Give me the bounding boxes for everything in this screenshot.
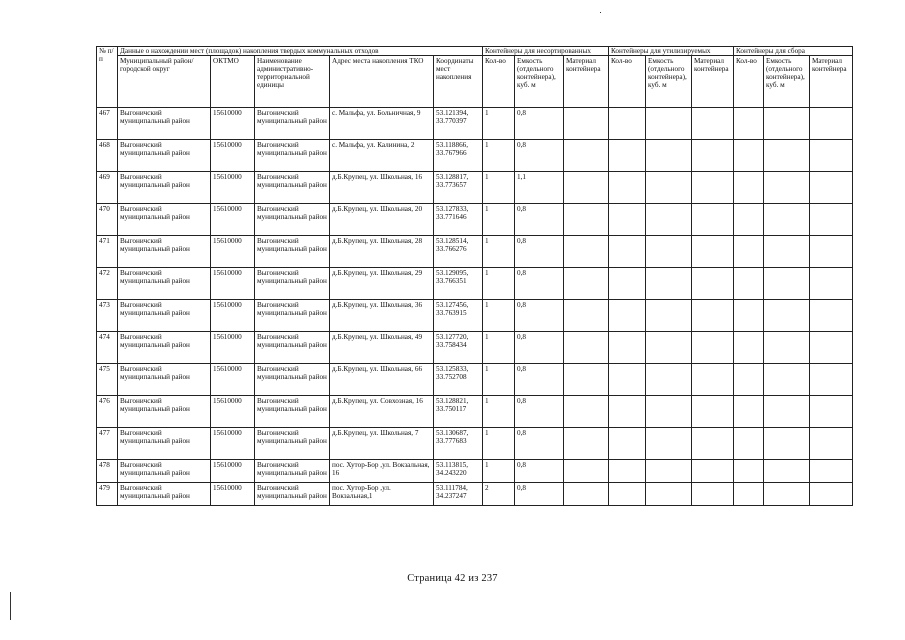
table-row xyxy=(97,172,853,204)
row-oktmo: 15610000 xyxy=(211,483,255,506)
table-header xyxy=(97,47,853,108)
row-district: Выгоничский муниципальный район xyxy=(118,268,211,300)
header-oktmo: ОКТМО xyxy=(211,56,255,108)
row-admin-unit: Выгоничский муниципальный район xyxy=(255,332,330,364)
row-address: с. Мальфа, ул. Больничная, 9 xyxy=(330,108,434,140)
row-collection-count xyxy=(734,204,764,236)
row-admin-unit: Выгоничский муниципальный район xyxy=(255,428,330,460)
row-unsorted-material xyxy=(564,396,609,428)
row-coords: 53.121394, 33.770397 xyxy=(434,108,483,140)
row-collection-count xyxy=(734,108,764,140)
row-address: пос. Хутор-Бор ,ул. Вокзальная, 16 xyxy=(330,460,434,483)
row-unsorted-count: 1 xyxy=(483,268,515,300)
row-unsorted-material xyxy=(564,332,609,364)
header-collection-count: Кол-во xyxy=(734,56,764,108)
row-recycled-material xyxy=(692,236,734,268)
row-num: 471 xyxy=(97,236,118,268)
row-oktmo: 15610000 xyxy=(211,108,255,140)
row-collection-count xyxy=(734,396,764,428)
row-collection-material xyxy=(810,483,853,506)
table-row xyxy=(97,332,853,364)
row-recycled-count xyxy=(609,332,646,364)
row-oktmo: 15610000 xyxy=(211,396,255,428)
table-row xyxy=(97,300,853,332)
row-unsorted-material xyxy=(564,364,609,396)
row-coords: 53.128514, 33.766276 xyxy=(434,236,483,268)
row-num: 474 xyxy=(97,332,118,364)
row-address: д.Б.Крупец, ул. Школьная, 20 xyxy=(330,204,434,236)
header-coords: Координаты мест накопления xyxy=(434,56,483,108)
header-admin-unit: Наименование административно-территориальной единицы xyxy=(255,56,330,108)
row-collection-material xyxy=(810,332,853,364)
row-recycled-capacity xyxy=(646,364,692,396)
row-oktmo: 15610000 xyxy=(211,364,255,396)
row-unsorted-capacity: 0,8 xyxy=(515,140,564,172)
row-collection-count xyxy=(734,140,764,172)
row-collection-capacity xyxy=(764,483,810,506)
row-oktmo: 15610000 xyxy=(211,268,255,300)
row-coords: 53.111784, 34.237247 xyxy=(434,483,483,506)
row-address: д.Б.Крупец, ул. Совхозная, 16 xyxy=(330,396,434,428)
margin-mark xyxy=(10,592,11,620)
row-collection-capacity xyxy=(764,396,810,428)
row-district: Выгоничский муниципальный район xyxy=(118,332,211,364)
row-recycled-count xyxy=(609,140,646,172)
row-collection-capacity xyxy=(764,108,810,140)
row-unsorted-material xyxy=(564,460,609,483)
row-unsorted-material xyxy=(564,268,609,300)
header-unsorted-material: Материал контейнера xyxy=(564,56,609,108)
row-district: Выгоничский муниципальный район xyxy=(118,364,211,396)
row-coords: 53.118866, 33.767966 xyxy=(434,140,483,172)
row-address: пос. Хутор-Бор ,ул. Вокзальная,1 xyxy=(330,483,434,506)
row-num: 477 xyxy=(97,428,118,460)
row-collection-material xyxy=(810,268,853,300)
row-recycled-count xyxy=(609,300,646,332)
row-num: 468 xyxy=(97,140,118,172)
row-admin-unit: Выгоничский муниципальный район xyxy=(255,396,330,428)
table-row xyxy=(97,396,853,428)
row-recycled-capacity xyxy=(646,300,692,332)
row-collection-count xyxy=(734,364,764,396)
row-collection-material xyxy=(810,428,853,460)
row-unsorted-count: 1 xyxy=(483,300,515,332)
row-unsorted-capacity: 0,8 xyxy=(515,268,564,300)
row-district: Выгоничский муниципальный район xyxy=(118,483,211,506)
row-admin-unit: Выгоничский муниципальный район xyxy=(255,364,330,396)
row-admin-unit: Выгоничский муниципальный район xyxy=(255,483,330,506)
row-coords: 53.128821, 33.750117 xyxy=(434,396,483,428)
row-recycled-count xyxy=(609,396,646,428)
row-collection-capacity xyxy=(764,300,810,332)
row-recycled-material xyxy=(692,172,734,204)
row-collection-count xyxy=(734,460,764,483)
table-body xyxy=(97,108,853,506)
row-num: 473 xyxy=(97,300,118,332)
row-district: Выгоничский муниципальный район xyxy=(118,428,211,460)
row-unsorted-material xyxy=(564,140,609,172)
row-unsorted-count: 1 xyxy=(483,364,515,396)
row-collection-count xyxy=(734,483,764,506)
row-address: д.Б.Крупец, ул. Школьная, 36 xyxy=(330,300,434,332)
header-district: Муниципальный район/городской округ xyxy=(118,56,211,108)
row-num: 475 xyxy=(97,364,118,396)
row-recycled-count xyxy=(609,108,646,140)
row-unsorted-material xyxy=(564,204,609,236)
row-num: 470 xyxy=(97,204,118,236)
row-unsorted-material xyxy=(564,172,609,204)
row-recycled-capacity xyxy=(646,483,692,506)
row-unsorted-material xyxy=(564,483,609,506)
row-district: Выгоничский муниципальный район xyxy=(118,236,211,268)
row-unsorted-count: 1 xyxy=(483,108,515,140)
table-row xyxy=(97,204,853,236)
row-oktmo: 15610000 xyxy=(211,172,255,204)
row-address: с. Мальфа, ул. Калинина, 2 xyxy=(330,140,434,172)
row-coords: 53.129095, 33.766351 xyxy=(434,268,483,300)
row-admin-unit: Выгоничский муниципальный район xyxy=(255,204,330,236)
row-recycled-capacity xyxy=(646,460,692,483)
row-address: д.Б.Крупец, ул. Школьная, 49 xyxy=(330,332,434,364)
row-coords: 53.125833, 33.752708 xyxy=(434,364,483,396)
row-oktmo: 15610000 xyxy=(211,204,255,236)
row-admin-unit: Выгоничский муниципальный район xyxy=(255,172,330,204)
row-recycled-capacity xyxy=(646,140,692,172)
row-collection-material xyxy=(810,460,853,483)
row-unsorted-count: 1 xyxy=(483,396,515,428)
row-unsorted-capacity: 0,8 xyxy=(515,108,564,140)
row-admin-unit: Выгоничский муниципальный район xyxy=(255,460,330,483)
row-unsorted-capacity: 0,8 xyxy=(515,204,564,236)
row-collection-material xyxy=(810,396,853,428)
row-address: д.Б.Крупец, ул. Школьная, 29 xyxy=(330,268,434,300)
row-recycled-count xyxy=(609,364,646,396)
row-recycled-material xyxy=(692,483,734,506)
row-recycled-material xyxy=(692,300,734,332)
row-admin-unit: Выгоничский муниципальный район xyxy=(255,300,330,332)
row-unsorted-material xyxy=(564,236,609,268)
row-oktmo: 15610000 xyxy=(211,460,255,483)
row-collection-material xyxy=(810,236,853,268)
row-collection-capacity xyxy=(764,364,810,396)
header-unsorted-count: Кол-во xyxy=(483,56,515,108)
row-unsorted-count: 1 xyxy=(483,204,515,236)
row-recycled-count xyxy=(609,236,646,268)
row-admin-unit: Выгоничский муниципальный район xyxy=(255,268,330,300)
row-collection-count xyxy=(734,332,764,364)
row-unsorted-capacity: 0,8 xyxy=(515,332,564,364)
row-num: 467 xyxy=(97,108,118,140)
row-address: д.Б.Крупец, ул. Школьная, 16 xyxy=(330,172,434,204)
row-address: д.Б.Крупец, ул. Школьная, 7 xyxy=(330,428,434,460)
row-recycled-count xyxy=(609,483,646,506)
row-unsorted-capacity: 1,1 xyxy=(515,172,564,204)
row-district: Выгоничский муниципальный район xyxy=(118,460,211,483)
row-recycled-material xyxy=(692,140,734,172)
row-recycled-count xyxy=(609,460,646,483)
row-collection-count xyxy=(734,428,764,460)
row-unsorted-count: 1 xyxy=(483,236,515,268)
table-row xyxy=(97,364,853,396)
row-district: Выгоничский муниципальный район xyxy=(118,300,211,332)
row-district: Выгоничский муниципальный район xyxy=(118,140,211,172)
row-collection-capacity xyxy=(764,428,810,460)
row-recycled-capacity xyxy=(646,172,692,204)
row-collection-capacity xyxy=(764,460,810,483)
page-number: Страница 42 из 237 xyxy=(407,573,498,584)
row-collection-capacity xyxy=(764,236,810,268)
row-admin-unit: Выгоничский муниципальный район xyxy=(255,236,330,268)
row-coords: 53.127456, 33.763915 xyxy=(434,300,483,332)
waste-sites-table xyxy=(96,46,853,506)
row-collection-material xyxy=(810,364,853,396)
header-recycled-count: Кол-во xyxy=(609,56,646,108)
header-recycled-capacity: Емкость (отдельного контейнера), куб. м xyxy=(646,56,692,108)
table-row xyxy=(97,460,853,483)
row-unsorted-material xyxy=(564,300,609,332)
row-collection-material xyxy=(810,140,853,172)
row-unsorted-count: 1 xyxy=(483,332,515,364)
row-address: д.Б.Крупец, ул. Школьная, 66 xyxy=(330,364,434,396)
row-collection-capacity xyxy=(764,332,810,364)
row-address: д.Б.Крупец, ул. Школьная, 28 xyxy=(330,236,434,268)
table-row xyxy=(97,483,853,506)
row-unsorted-count: 1 xyxy=(483,428,515,460)
table-row xyxy=(97,236,853,268)
row-recycled-count xyxy=(609,172,646,204)
row-recycled-capacity xyxy=(646,204,692,236)
header-group-sites: Данные о нахождении мест (площадок) накопления твердых коммунальных отходов xyxy=(118,47,483,56)
row-coords: 53.130687, 33.777683 xyxy=(434,428,483,460)
table-row xyxy=(97,428,853,460)
row-oktmo: 15610000 xyxy=(211,300,255,332)
row-recycled-capacity xyxy=(646,108,692,140)
row-num: 479 xyxy=(97,483,118,506)
row-collection-capacity xyxy=(764,140,810,172)
row-unsorted-capacity: 0,8 xyxy=(515,236,564,268)
row-recycled-capacity xyxy=(646,236,692,268)
row-recycled-capacity xyxy=(646,332,692,364)
row-collection-capacity xyxy=(764,204,810,236)
row-recycled-capacity xyxy=(646,396,692,428)
row-unsorted-count: 1 xyxy=(483,172,515,204)
row-recycled-material xyxy=(692,108,734,140)
row-unsorted-capacity: 0,8 xyxy=(515,460,564,483)
row-unsorted-capacity: 0,8 xyxy=(515,428,564,460)
row-collection-material xyxy=(810,300,853,332)
row-unsorted-capacity: 0,8 xyxy=(515,396,564,428)
row-coords: 53.113815, 34.243220 xyxy=(434,460,483,483)
row-recycled-material xyxy=(692,460,734,483)
row-num: 469 xyxy=(97,172,118,204)
row-collection-count xyxy=(734,236,764,268)
row-unsorted-count: 2 xyxy=(483,483,515,506)
row-num: 472 xyxy=(97,268,118,300)
table-row xyxy=(97,108,853,140)
header-recycled-material: Материал контейнера xyxy=(692,56,734,108)
row-recycled-material xyxy=(692,364,734,396)
row-recycled-capacity xyxy=(646,268,692,300)
row-collection-count xyxy=(734,268,764,300)
row-unsorted-material xyxy=(564,428,609,460)
row-district: Выгоничский муниципальный район xyxy=(118,172,211,204)
row-oktmo: 15610000 xyxy=(211,332,255,364)
row-collection-count xyxy=(734,300,764,332)
row-district: Выгоничский муниципальный район xyxy=(118,396,211,428)
row-recycled-count xyxy=(609,268,646,300)
row-recycled-capacity xyxy=(646,428,692,460)
row-num: 476 xyxy=(97,396,118,428)
row-recycled-material xyxy=(692,428,734,460)
row-unsorted-capacity: 0,8 xyxy=(515,364,564,396)
row-oktmo: 15610000 xyxy=(211,428,255,460)
row-collection-material xyxy=(810,204,853,236)
row-coords: 53.127833, 33.771646 xyxy=(434,204,483,236)
table-row xyxy=(97,140,853,172)
header-group-unsorted: Контейнеры для несортированных xyxy=(483,47,609,56)
row-admin-unit: Выгоничский муниципальный район xyxy=(255,108,330,140)
row-oktmo: 15610000 xyxy=(211,140,255,172)
header-num: № п/п xyxy=(97,47,118,108)
margin-dot xyxy=(600,12,601,13)
row-collection-material xyxy=(810,108,853,140)
row-recycled-count xyxy=(609,428,646,460)
row-unsorted-count: 1 xyxy=(483,140,515,172)
row-collection-capacity xyxy=(764,268,810,300)
row-unsorted-capacity: 0,8 xyxy=(515,300,564,332)
row-recycled-material xyxy=(692,396,734,428)
row-collection-capacity xyxy=(764,172,810,204)
row-coords: 53.128817, 33.773657 xyxy=(434,172,483,204)
header-group-recycled: Контейнеры для утилизируемых xyxy=(609,47,734,56)
row-oktmo: 15610000 xyxy=(211,236,255,268)
header-address: Адрес места накопления ТКО xyxy=(330,56,434,108)
row-district: Выгоничский муниципальный район xyxy=(118,204,211,236)
header-group-collection: Контейнеры для сбора xyxy=(734,47,853,56)
row-district: Выгоничский муниципальный район xyxy=(118,108,211,140)
header-collection-capacity: Емкость (отдельного контейнера), куб. м xyxy=(764,56,810,108)
row-recycled-material xyxy=(692,204,734,236)
row-collection-material xyxy=(810,172,853,204)
row-collection-count xyxy=(734,172,764,204)
row-unsorted-count: 1 xyxy=(483,460,515,483)
row-num: 478 xyxy=(97,460,118,483)
header-unsorted-capacity: Емкость (отдельного контейнера), куб. м xyxy=(515,56,564,108)
row-recycled-count xyxy=(609,204,646,236)
header-collection-material: Материал контейнера xyxy=(810,56,853,108)
row-unsorted-material xyxy=(564,108,609,140)
row-coords: 53.127720, 33.758434 xyxy=(434,332,483,364)
row-unsorted-capacity: 0,8 xyxy=(515,483,564,506)
table-row xyxy=(97,268,853,300)
row-recycled-material xyxy=(692,332,734,364)
row-recycled-material xyxy=(692,268,734,300)
row-admin-unit: Выгоничский муниципальный район xyxy=(255,140,330,172)
